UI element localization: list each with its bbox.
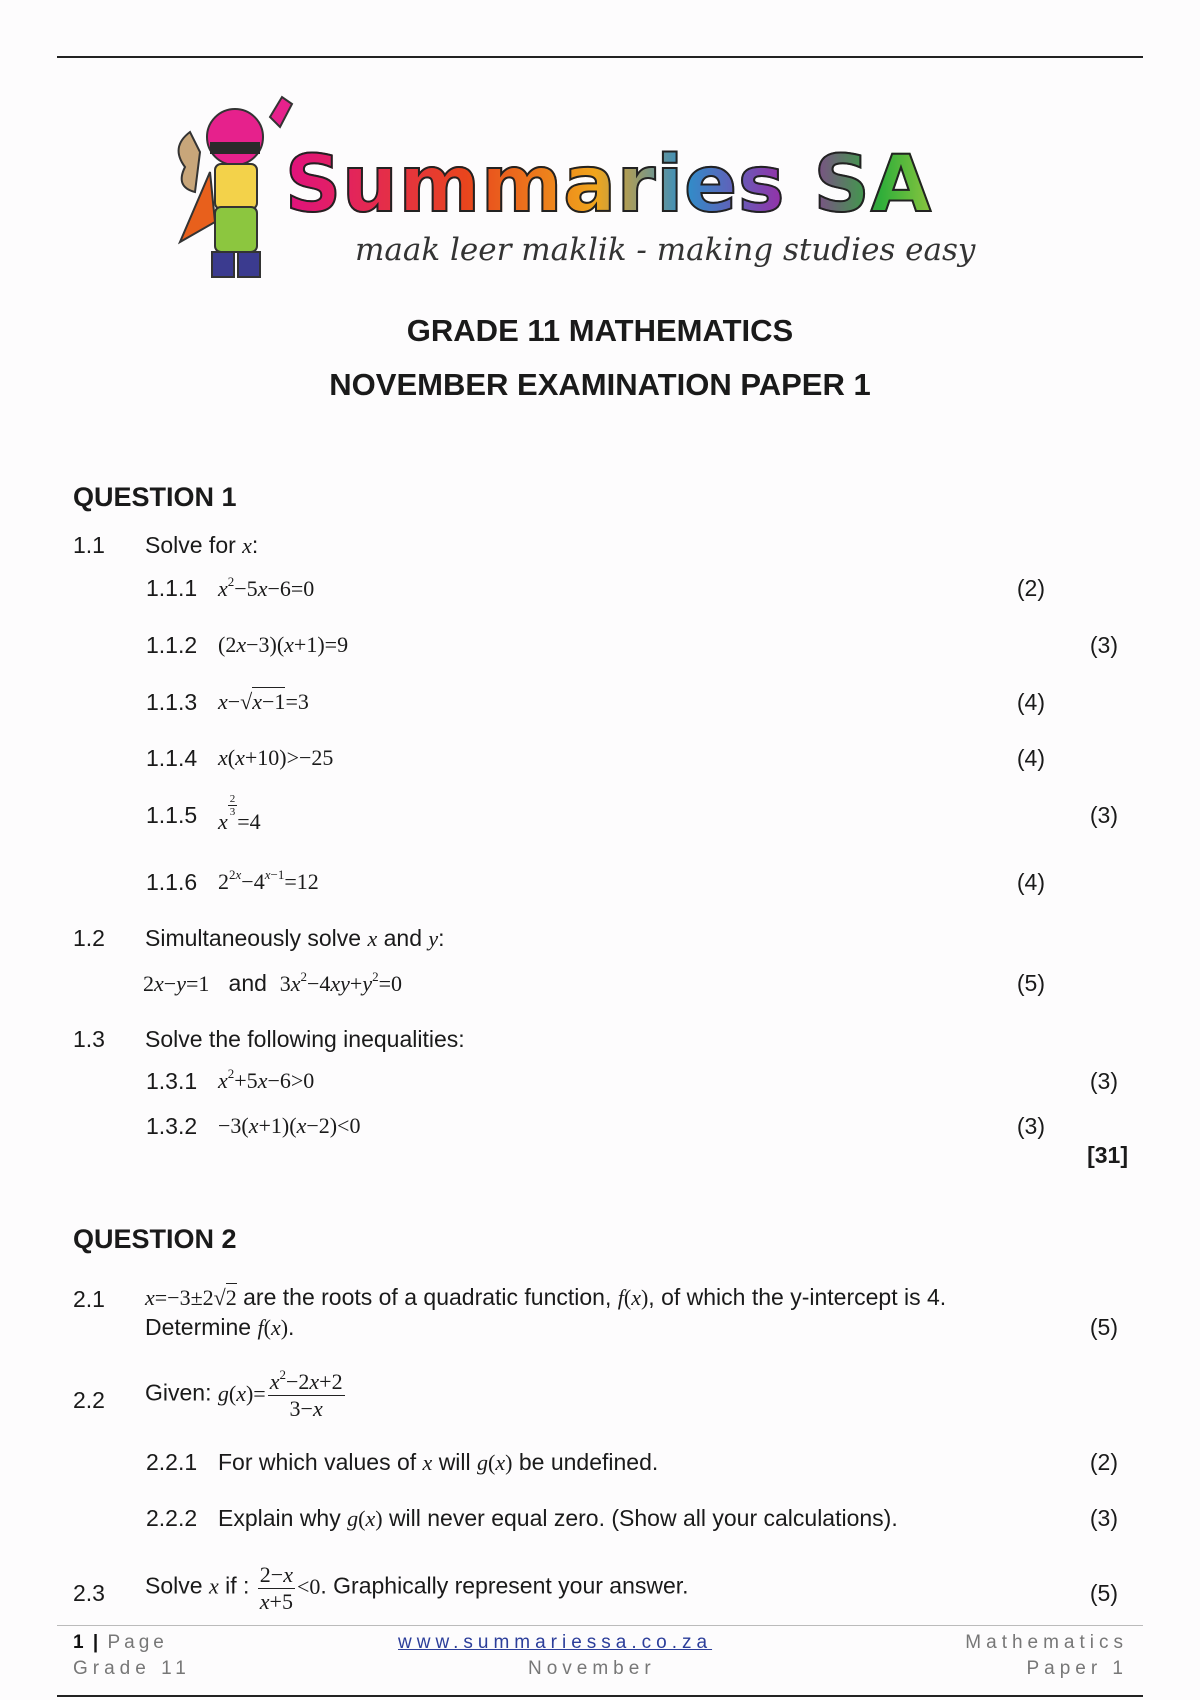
footer-month: November xyxy=(528,1658,656,1679)
q1-1-6-number: 1.1.6 xyxy=(146,869,198,895)
q1-1-5-number: 1.1.5 xyxy=(146,802,198,828)
footer-website-link[interactable]: www.summariessa.co.za xyxy=(398,1632,713,1653)
q2-2-given: Given: g(x)= $\frac{x^2-2x+2}{3-x}$ xyxy=(145,1367,343,1421)
q1-1-1-number: 1.1.1 xyxy=(146,575,198,601)
q1-3-1-equation: $x^2+5x-6>0$ xyxy=(218,1066,315,1093)
question-2-heading: QUESTION 2 xyxy=(73,1224,237,1254)
footer-paper: Paper 1 xyxy=(1026,1658,1128,1679)
q1-1-4-number: 1.1.4 xyxy=(146,745,198,771)
q1-3-2-equation: −3(x+1)(x−2)<0 xyxy=(218,1113,361,1138)
q2-2-2-marks: (3) xyxy=(1089,1505,1118,1531)
q1-1-3-equation: x−√x−1=3 xyxy=(218,689,309,714)
page-title: GRADE 11 MATHEMATICS xyxy=(406,313,794,348)
q1-1-4-marks: (4) xyxy=(1016,745,1045,771)
q1-3-2-marks: (3) xyxy=(1016,1113,1045,1139)
page-subtitle: NOVEMBER EXAMINATION PAPER 1 xyxy=(329,367,871,402)
footer-page: 1 | Page xyxy=(73,1632,168,1653)
q1-1-5-equation: x $\frac{2}{3}$ =4 xyxy=(218,793,261,834)
footer-subject: Mathematics xyxy=(965,1632,1128,1653)
question-1-heading: QUESTION 1 xyxy=(73,482,237,512)
logo-tagline: maak leer maklik - making studies easy xyxy=(355,232,976,268)
q1-1-2-number: 1.1.2 xyxy=(146,632,198,658)
q1-2-marks: (5) xyxy=(1016,970,1045,996)
q1-1-6-equation: $2^{2x}-4^{x-1}=12$ xyxy=(218,867,319,894)
q1-1-3-number: 1.1.3 xyxy=(146,689,198,715)
q1-total-marks: [31] xyxy=(1087,1142,1128,1168)
q2-2-1-number: 2.2.1 xyxy=(146,1449,198,1475)
q1-1-2-marks: (3) xyxy=(1089,632,1118,658)
q2-3-number: 2.3 xyxy=(73,1580,105,1606)
q1-3-1-number: 1.3.1 xyxy=(146,1068,198,1094)
q2-1-text-2: Determine f(x). xyxy=(145,1314,295,1340)
footer-rule xyxy=(57,1625,1143,1626)
q1-1-5-marks: (3) xyxy=(1089,802,1118,828)
mascot-icon xyxy=(170,92,300,282)
q2-3-marks: (5) xyxy=(1089,1580,1118,1606)
top-rule xyxy=(57,56,1143,58)
q2-2-2-text: Explain why g(x) will never equal zero. (Show all your calculations). xyxy=(218,1505,898,1531)
logo-name: Summaries SA xyxy=(285,140,933,230)
q2-1-marks: (5) xyxy=(1089,1314,1118,1340)
q1-3-prompt: Solve the following inequalities: xyxy=(145,1026,465,1052)
q2-1-text: x=−3±2√2 are the roots of a quadratic function, f(x), of which the y-intercept is 4. xyxy=(145,1284,947,1310)
q2-2-1-marks: (2) xyxy=(1089,1449,1118,1475)
q1-1-4-equation: x(x+10)>−25 xyxy=(218,745,334,770)
q1-1-6-marks: (4) xyxy=(1016,869,1045,895)
q2-2-number: 2.2 xyxy=(73,1387,105,1413)
q1-1-3-marks: (4) xyxy=(1016,689,1045,715)
q1-2-number: 1.2 xyxy=(73,925,105,951)
q1-3-1-marks: (3) xyxy=(1089,1068,1118,1094)
q1-1-1-marks: (2) xyxy=(1016,575,1045,601)
q1-3-number: 1.3 xyxy=(73,1026,105,1052)
logo xyxy=(170,92,1030,292)
q2-2-2-number: 2.2.2 xyxy=(146,1505,198,1531)
q2-2-1-text: For which values of x will g(x) be undefined. xyxy=(218,1449,659,1475)
q1-2-equations: 2x−y=1 and $3x^2-4xy+y^2=0$ xyxy=(143,969,403,996)
q2-3-text: Solve x if : $\frac{2-x}{x+5}$ <0. Graphically represent your answer. xyxy=(145,1562,689,1614)
q1-1-2-equation: (2x−3)(x+1)=9 xyxy=(218,632,349,657)
q2-1-number: 2.1 xyxy=(73,1286,105,1312)
footer-grade: Grade 11 xyxy=(73,1658,191,1679)
q1-1-1-equation: $x^2-5x-6=0$ xyxy=(218,574,315,601)
bottom-rule xyxy=(57,1695,1143,1697)
q1-3-2-number: 1.3.2 xyxy=(146,1113,198,1139)
q1-1-number: 1.1 xyxy=(73,532,105,558)
q1-2-prompt: Simultaneously solve x and y: xyxy=(145,925,445,951)
q1-1-prompt: Solve for x: xyxy=(145,532,259,558)
